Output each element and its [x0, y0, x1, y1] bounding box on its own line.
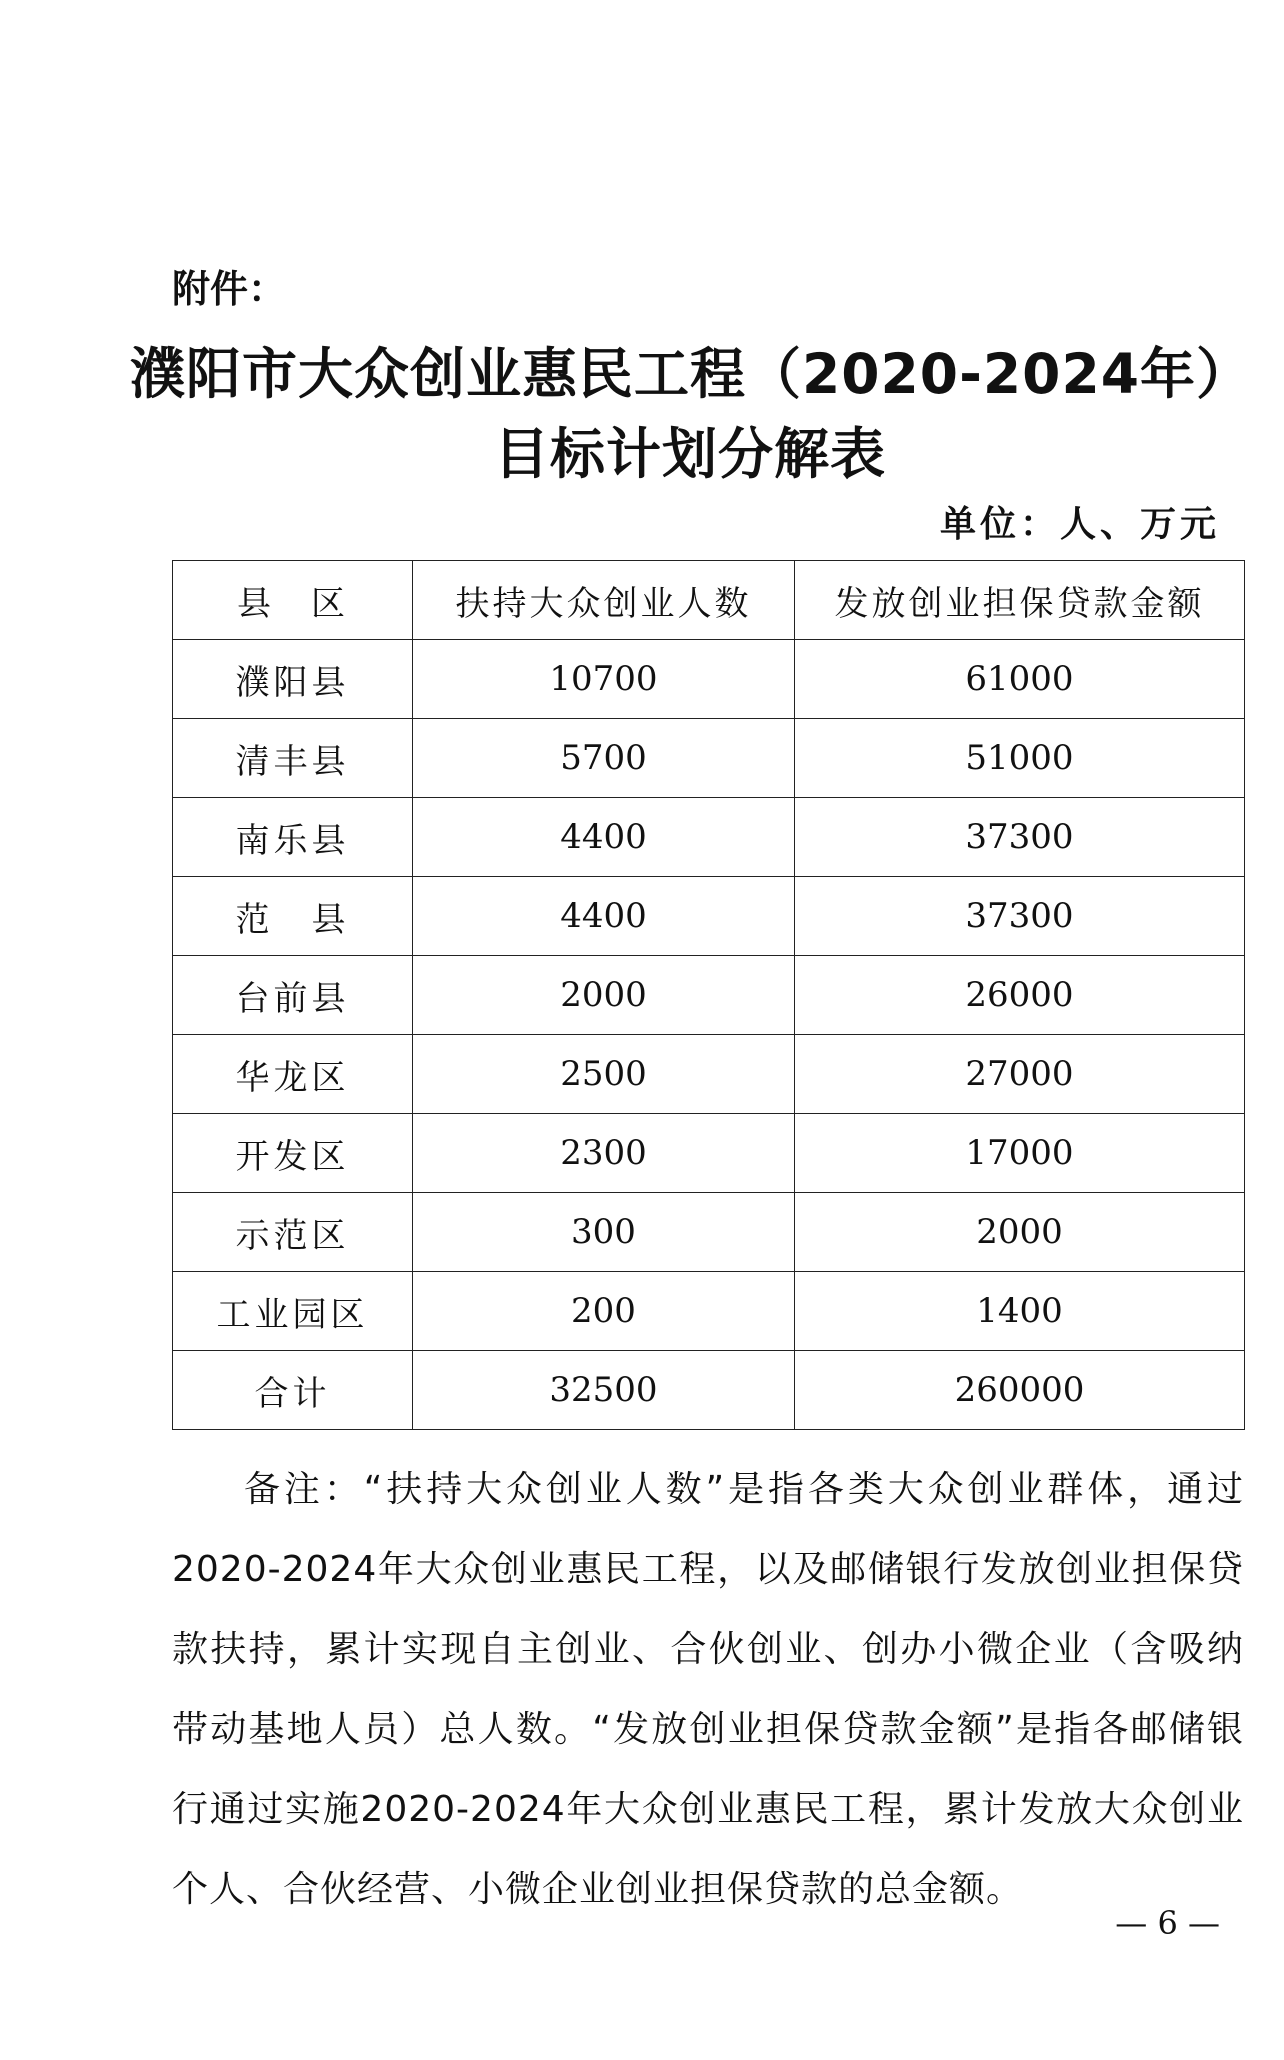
loan-cell: 26000	[795, 956, 1245, 1035]
loan-cell: 1400	[795, 1272, 1245, 1351]
table-header-row	[173, 561, 1245, 640]
unit-label: 单位：人、万元	[939, 504, 1220, 545]
region-cell: 示范区	[173, 1193, 413, 1272]
table-row	[173, 1193, 1245, 1272]
table-row	[173, 1272, 1245, 1351]
table-row	[173, 640, 1245, 719]
region-cell: 华龙区	[173, 1035, 413, 1114]
header-loan: 发放创业担保贷款金额	[795, 561, 1245, 640]
loan-cell: 61000	[795, 640, 1245, 719]
people-cell: 200	[413, 1272, 795, 1351]
people-cell: 10700	[413, 640, 795, 719]
region-cell: 范 县	[173, 877, 413, 956]
table-row	[173, 798, 1245, 877]
region-cell: 工业园区	[173, 1272, 413, 1351]
loan-cell: 27000	[795, 1035, 1245, 1114]
table-row	[173, 877, 1245, 956]
region-cell: 清丰县	[173, 719, 413, 798]
loan-cell: 37300	[795, 877, 1245, 956]
people-cell: 4400	[413, 798, 795, 877]
region-cell: 南乐县	[173, 798, 413, 877]
people-cell: 2000	[413, 956, 795, 1035]
document-title-line-1: 濮阳市大众创业惠民工程（2020-2024年）	[130, 342, 1252, 406]
loan-cell: 2000	[795, 1193, 1245, 1272]
total-label-cell: 合计	[173, 1351, 413, 1430]
people-cell: 2500	[413, 1035, 795, 1114]
header-region: 县 区	[173, 561, 413, 640]
table-row	[173, 956, 1245, 1035]
document-title-line-2: 目标计划分解表	[493, 422, 886, 486]
people-cell: 4400	[413, 877, 795, 956]
region-cell: 濮阳县	[173, 640, 413, 719]
region-cell: 台前县	[173, 956, 413, 1035]
people-cell: 5700	[413, 719, 795, 798]
loan-cell: 51000	[795, 719, 1245, 798]
people-cell: 2300	[413, 1114, 795, 1193]
attachment-label: 附件：	[172, 267, 287, 311]
header-people: 扶持大众创业人数	[413, 561, 795, 640]
people-cell: 300	[413, 1193, 795, 1272]
loan-cell: 17000	[795, 1114, 1245, 1193]
table-row	[173, 1114, 1245, 1193]
target-plan-table	[172, 560, 1245, 1430]
table-total-row	[173, 1351, 1245, 1430]
table-row	[173, 1035, 1245, 1114]
region-cell: 开发区	[173, 1114, 413, 1193]
page-number: — 6 —	[1115, 1904, 1220, 1942]
remarks-paragraph: 备注：“扶持大众创业人数”是指各类大众创业群体，通过2020-2024年大众创业惠民工程，以及邮储银行发放创业担保贷款扶持，累计实现自主创业、合伙创业、创办小微企业（含吸纳带动基地人员）总人数。“发放创业担保贷款金额”是指各邮储银行通过实施2020-2024年大众创业惠民工程，累计发放大众创业个人、合伙经营、小微企业创业担保贷款的总金额。	[172, 1469, 1244, 1910]
total-people-cell: 32500	[413, 1351, 795, 1430]
loan-cell: 37300	[795, 798, 1245, 877]
table-row	[173, 719, 1245, 798]
total-loan-cell: 260000	[795, 1351, 1245, 1430]
